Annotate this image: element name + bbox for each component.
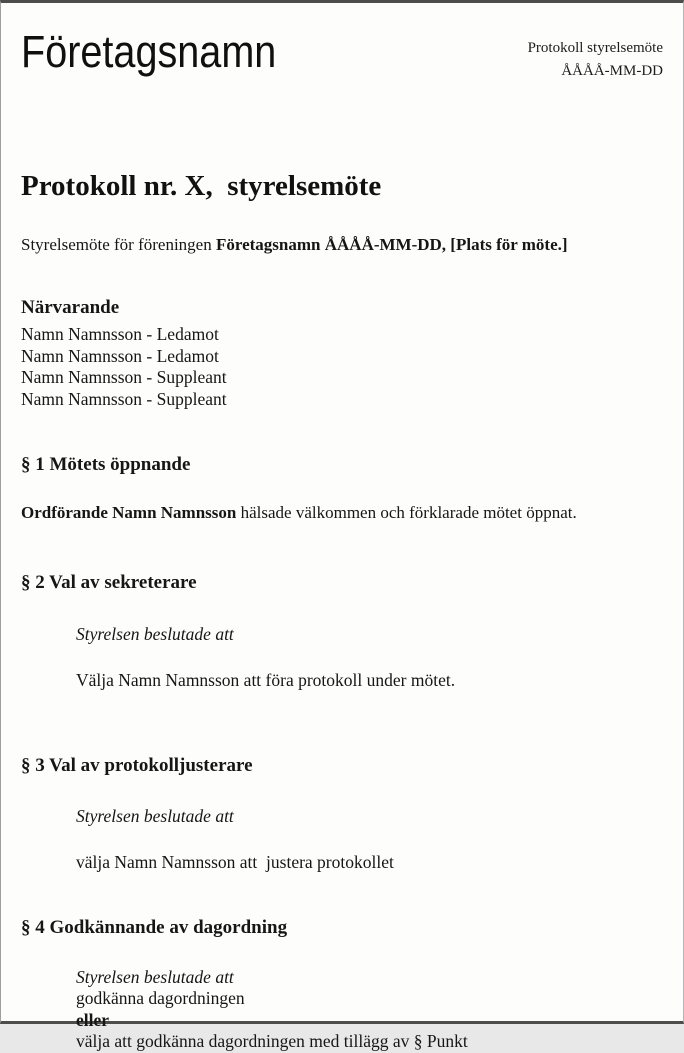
section-4-heading: § 4 Godkännande av dagordning bbox=[21, 916, 288, 938]
intro-meeting-details: Företagsnamn ÅÅÅÅ-MM-DD, [Plats för möte.] bbox=[215, 235, 568, 255]
section-3-heading: § 3 Val av protokolljusterare bbox=[21, 754, 253, 776]
company-name: Företagsnamn bbox=[21, 26, 277, 77]
section-4-decision-intro: Styrelsen beslutade att bbox=[76, 966, 234, 987]
section-3-decision-text: välja Namn Namnsson att justera protokollet bbox=[76, 852, 394, 873]
document-date-placeholder: ÅÅÅÅ-MM-DD bbox=[561, 62, 663, 79]
section-3-decision-intro: Styrelsen beslutade att bbox=[76, 805, 234, 826]
section-4-option-separator: eller bbox=[76, 1009, 110, 1030]
chairman-name: Ordförande Namn Namnsson bbox=[21, 503, 237, 523]
header-meta bbox=[528, 37, 663, 82]
section-2-heading: § 2 Val av sekreterare bbox=[21, 571, 197, 593]
section-4-decision-block bbox=[76, 967, 663, 1053]
intro-text: Styrelsemöte för föreningen bbox=[21, 235, 216, 255]
attendee-item: Namn Namnsson - Ledamot bbox=[21, 345, 219, 366]
attendee-item: Namn Namnsson - Ledamot bbox=[21, 324, 219, 345]
section-2-decision-text: Välja Namn Namnsson att föra protokoll under mötet. bbox=[76, 670, 456, 691]
section-2-decision-intro: Styrelsen beslutade att bbox=[76, 623, 234, 644]
section-4-option: godkänna dagordningen bbox=[76, 988, 245, 1009]
document-type-label: Protokoll styrelsemöte bbox=[527, 40, 663, 56]
attendee-item: Namn Namnsson - Suppleant bbox=[21, 367, 227, 388]
attendee-list bbox=[21, 324, 663, 410]
section-1-body-text: hälsade välkommen och förklarade mötet öppnat. bbox=[236, 503, 577, 523]
page-title: Protokoll nr. X, styrelsemöte bbox=[21, 170, 382, 202]
attendee-item: Namn Namnsson - Suppleant bbox=[21, 388, 227, 409]
attendance-heading: Närvarande bbox=[21, 297, 120, 319]
document-header bbox=[21, 3, 663, 82]
intro-paragraph bbox=[21, 234, 663, 256]
section-4-option: välja att godkänna dagordningen med tillägg av § Punkt bbox=[76, 1031, 468, 1052]
section-1-heading: § 1 Mötets öppnande bbox=[21, 454, 191, 476]
section-1-body bbox=[21, 502, 663, 524]
